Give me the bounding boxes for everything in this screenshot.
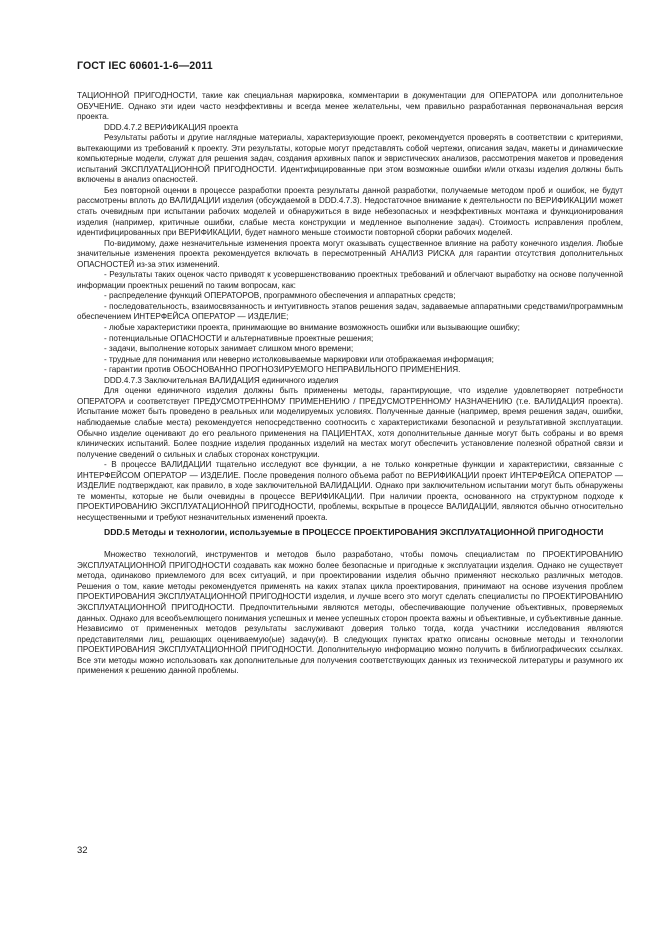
paragraph: По-видимому, даже незначительные изменения проекта могут оказывать существенное влияние на работу конечного изделия. Любые значительные изменения проекта рекомендуется включать в пересмотренный АНАЛИЗ РИСКА для гарантии отсутствия дополнительных ОПАСНОСТЕЙ из-за этих изменений. [77, 238, 623, 269]
list-item: - трудные для понимания или неверно истолковываемые маркировки или отображаемая информация; [104, 354, 494, 364]
page-number: 32 [77, 845, 88, 856]
paragraph: ТАЦИОННОЙ ПРИГОДНОСТИ, такие как специальная маркировка, комментарии в документации для ОПЕРАТОРА или дополнительное ОБУЧЕНИЕ. Однако эти идеи часто неэффективны и всегда менее желательны, чем правильно разработанная первоначальная версия проекта. [77, 91, 623, 122]
list-item: - последовательность, взаимосвязанность и интуитивность этапов решения задач, задаваемые аппаратными средствами/программным обеспечением ИНТЕРФЕЙСА ОПЕРАТОР — ИЗДЕЛИЕ; [77, 301, 623, 322]
paragraph: Без повторной оценки в процессе разработки проекта результаты данной разработки, получаемые методом проб и ошибок, не будут рассмотрены вплоть до ВАЛИДАЦИИ изделия (обсуждаемой в DDD.4.7.3). Недостаточное внимание к деятельности по ВЕРИФИКАЦИИ может стать очевидным при испытании рабочих моделей и обнаружиться в виде небезопасных и неэффективных монтажа и функционирования изделия (например, критичные ошибки, слабые места конструкции и медленное выполнение задач). Стоимость исправления проблем, идентифицированных при ВЕРИФИКАЦИИ, будет намного меньше стоимости повторной сборки рабочих моделей. [77, 185, 623, 238]
list-item: - распределение функций ОПЕРАТОРОВ, программного обеспечения и аппаратных средств; [104, 291, 456, 301]
body-text [77, 91, 623, 677]
list-item: - потенциальные ОПАСНОСТИ и альтернативные проектные решения; [104, 333, 374, 343]
subsection-title: DDD.4.7.2 ВЕРИФИКАЦИЯ проекта [104, 122, 239, 132]
subsection-title: DDD.4.7.3 Заключительная ВАЛИДАЦИЯ единичного изделия [104, 375, 339, 385]
list-item: - задачи, выполнение которых занимает слишком много времени; [104, 344, 354, 354]
section-heading: DDD.5 Методы и технологии, используемые в ПРОЦЕССЕ ПРОЕКТИРОВАНИЯ ЭКСПЛУАТАЦИОННОЙ ПРИГОДНОСТИ [104, 527, 604, 538]
paragraph: - Результаты таких оценок часто приводят к усовершенствованию проектных требований и облегчают выработку на основе полученной информации проектных решений по таким вопросам, как: [77, 270, 623, 290]
paragraph: - В процессе ВАЛИДАЦИИ тщательно исследуют все функции, а не только конкретные функции и характеристики, связанные с ИНТЕРФЕЙСОМ ОПЕРАТОР — ИЗДЕЛИЕ. После проведения полного объема работ по ВЕРИФИКАЦИИ проект ИНТЕРФЕЙСА ОПЕРАТОР — ИЗДЕЛИЕ подтверждают, как правило, в ходе заключительной ВАЛИДАЦИИ. Однако при заключительном испытании могут быть обнаружены те моменты, которые не были очевидны в процессе ВЕРИФИКАЦИИ. При наличии проекта, основанного на структурном подходе к ПРОЕКТИРОВАНИЮ ЭКСПЛУАТАЦИОННОЙ ПРИГОДНОСТИ, проблемы, вскрытые в процессе ВАЛИДАЦИИ, являются обычно относительно несущественными и требуют незначительных изменений проекта. [77, 460, 623, 522]
paragraph: Результаты работы и другие наглядные материалы, характеризующие проект, рекомендуется проверять в соответствии с критериями, вытекающими из требований к проекту. Эти результаты, которые могут представлять собой чертежи, описания задач, макеты и динамические компьютерные модели, служат для решения задач, создания архивных папок и эвристических анализов, рассмотрения макетов и проведения испытаний ЭКСПЛУАТАЦИОННОЙ ПРИГОДНОСТИ. Идентифицированные при этом возможные ошибки и/или отказы изделия должны быть включены в анализ опасностей. [77, 133, 623, 185]
standard-header: ГОСТ IEC 60601-1-6—2011 [77, 60, 213, 72]
list-item: - любые характеристики проекта, принимающие во внимание возможность ошибки или вызывающие ошибку; [104, 323, 520, 333]
list-item: - гарантии против ОБОСНОВАННО ПРОГНОЗИРУЕМОГО НЕПРАВИЛЬНОГО ПРИМЕНЕНИЯ. [104, 365, 461, 375]
paragraph: Множество технологий, инструментов и методов было разработано, чтобы помочь специалистам по ПРОЕКТИРОВАНИЮ ЭКСПЛУАТАЦИОННОЙ ПРИГОДНОСТИ создавать как можно более безопасные и пригодные к эксплуатации изделия. Однако не существует метода, одинаково приемлемого для всех ситуаций, и при проектировании изделия обычно применяют несколько различных методов. Решения о том, какие методы рекомендуется применять на каких этапах цикла проектирования, принимают на основе изучения проблем ПРОЕКТИРОВАНИЯ ЭКСПЛУАТАЦИОННОЙ ПРИГОДНОСТИ изделия, и лучше всего это могут сделать специалисты по ПРОЕКТИРОВАНИЮ ЭКСПЛУАТАЦИОННОЙ ПРИГОДНОСТИ. Предпочтительными являются методы, обеспечивающие получение объективных, проверяемых данных. Однако для всеобъемлющего понимания успешных и менее успешных сторон проекта важны и объективные, и субъективные данные. Независимо от примененных методов результаты заслуживают доверия только тогда, когда участники исследования являются представителями лиц, решающих оцениваемую(ые) задачу(и). В следующих пунктах кратко описаны основные методы и технологии ПРОЕКТИРОВАНИЯ ЭКСПЛУАТАЦИОННОЙ ПРИГОДНОСТИ. Дополнительную информацию можно получить в библиографических ссылках. Все эти методы можно использовать как дополнительные для получения соответствующих данных из технической литературы и разумного их применения к решению данной проблемы. [77, 550, 623, 676]
paragraph: Для оценки единичного изделия должны быть применены методы, гарантирующие, что изделие удовлетворяет потребности ОПЕРАТОРА и соответствует ПРЕДУСМОТРЕННОМУ ПРИМЕНЕНИЮ / ПРЕДУСМОТРЕННОМУ НАЗНАЧЕНИЮ (т.е. ВАЛИДАЦИЯ проекта). Испытание может быть проведено в реальных или моделируемых условиях. Полученные данные (например, время решения задач, ошибки, наблюдаемые слабые места) рекомендуется непосредственно соотносить с характеристиками безопасной и результативной эксплуатации. Обычно изделие оценивают до его реального применения на ПАЦИЕНТАХ, хотя дополнительные данные могут быть собраны и во время клинических испытаний. Более поздние изделия проданных изделий на местах могут обеспечить установление полезной обратной связи и получение сведений о сильных и слабых сторонах конструкции. [77, 386, 623, 459]
